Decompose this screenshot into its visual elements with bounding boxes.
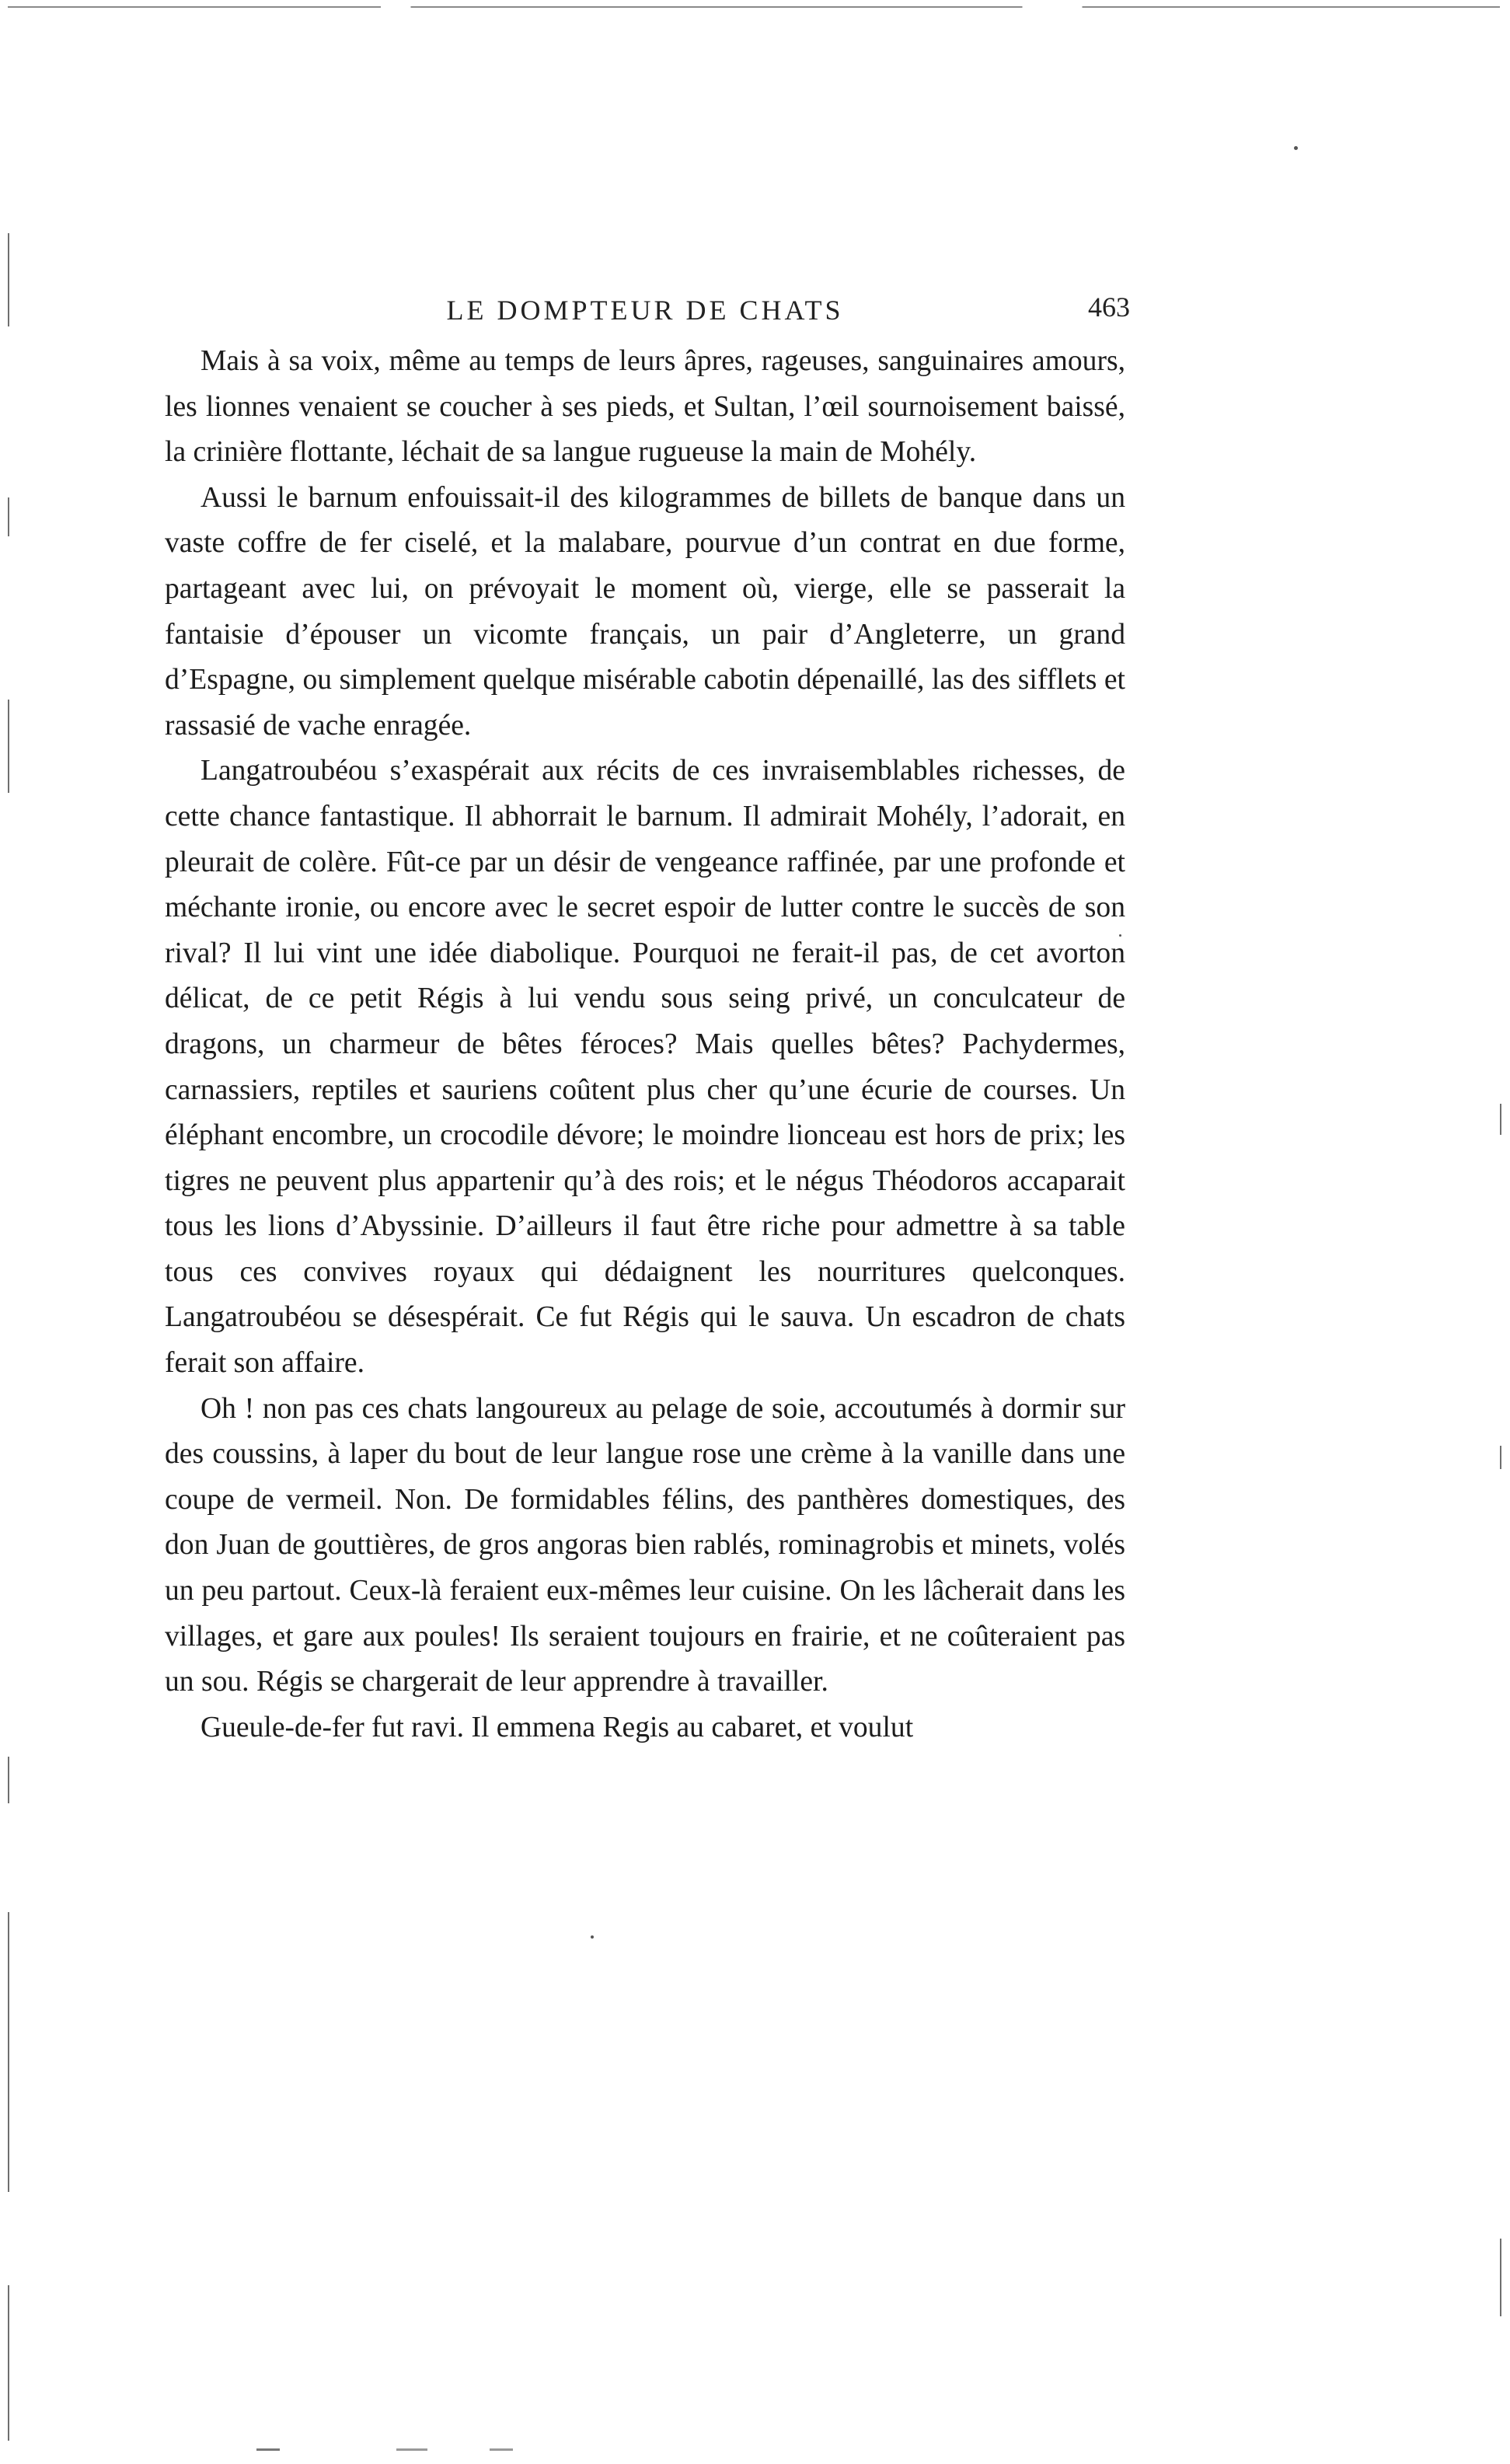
scan-left-edge-mark	[8, 497, 9, 536]
scan-right-edge-mark	[1500, 1446, 1501, 1469]
scan-left-edge-mark	[8, 1912, 9, 2192]
book-page	[165, 288, 1130, 1750]
paragraph: Aussi le barnum enfouissait-il des kilogrammes de billets de banque dans un vaste coffre de fer ciselé, et la malabare, pourvue d’un contrat en due forme, partageant avec lui, on prévoyait le moment où, vierge, elle se passerait la fantaisie d’épouser un vicomte français, un pair d’Angleterre, un grand d’Espagne, ou simplement quelque misérable cabotin dépenaillé, las des sifflets et rassasié de vache enragée.	[165, 481, 1125, 742]
scan-left-edge-mark	[8, 700, 9, 793]
paragraph: Langatroubéou s’exaspérait aux récits de ces invraisemblables richesses, de cette chance fantastique. Il abhorrait le barnum. Il admirait Mohély, l’adorait, en pleurait de colère. Fût-ce par un désir de vengeance raffinée, par une profonde et méchante ironie, ou encore avec le secret espoir de lutter contre le succès de son rival? Il lui vint une idée diabolique. Pourquoi ne ferait-il pas, de cet avorton délicat, de ce petit Régis à lui vendu sous seing privé, un conculcateur de dragons, un charmeur de bêtes féroces? Mais quelles bêtes? Pachydermes, carnassiers, reptiles et sauriens coûtent plus cher qu’une écurie de courses. Un éléphant encombre, un crocodile dévore; le moindre lionceau est hors de prix; les tigres ne peuvent plus appartenir qu’à des rois; et le négus Théodoros accaparait tous les lions d’Abyssinie. D’ailleurs il faut être riche pour admettre à sa table tous ces convives royaux qui dédaignent les nourritures quelconques. Langatroubéou se désespérait. Ce fut Régis qui le sauva. Un escadron de chats ferait son affaire.	[165, 755, 1125, 1380]
body-text	[165, 339, 1125, 1750]
scan-left-edge-mark	[8, 1757, 9, 1803]
scan-top-edge-line	[8, 6, 1500, 8]
page-number: 463	[1088, 291, 1130, 323]
scan-left-edge-mark	[8, 233, 9, 326]
running-header	[165, 288, 1130, 334]
scan-bottom-edge-marks	[256, 2448, 1034, 2451]
scan-right-edge-mark	[1500, 2239, 1501, 2316]
paragraph: Oh ! non pas ces chats langoureux au pelage de soie, accoutumés à dormir sur des coussins, à laper du bout de leur langue rose une crème à la vanille dans une coupe de vermeil. Non. De formidables félins, des panthères domestiques, des don Juan de gouttières, de gros angoras bien rablés, rominagrobis et minets, volés un peu partout. Ceux-là feraient eux-mêmes leur cuisine. On les lâcherait dans les villages, et gare aux poules! Ils seraient toujours en frairie, et ne coûteraient pas un sou. Régis se chargerait de leur apprendre à travailler.	[165, 1392, 1125, 1698]
scan-speck	[1294, 146, 1298, 150]
scan-right-edge-mark	[1500, 1104, 1501, 1135]
paragraph: Gueule-de-fer fut ravi. Il emmena Regis au cabaret, et voulut	[201, 1711, 914, 1743]
paragraph: Mais à sa voix, même au temps de leurs âpres, rageuses, sanguinaires amours, les lionnes venaient se coucher à ses pieds, et Sultan, l’œil sournoisement baissé, la crinière flottante, léchait de sa langue rugueuse la main de Mohély.	[165, 345, 1125, 469]
scan-left-edge-mark	[8, 2285, 9, 2441]
running-header-title: LE DOMPTEUR DE CHATS	[446, 295, 844, 326]
scan-speck	[591, 1935, 594, 1939]
